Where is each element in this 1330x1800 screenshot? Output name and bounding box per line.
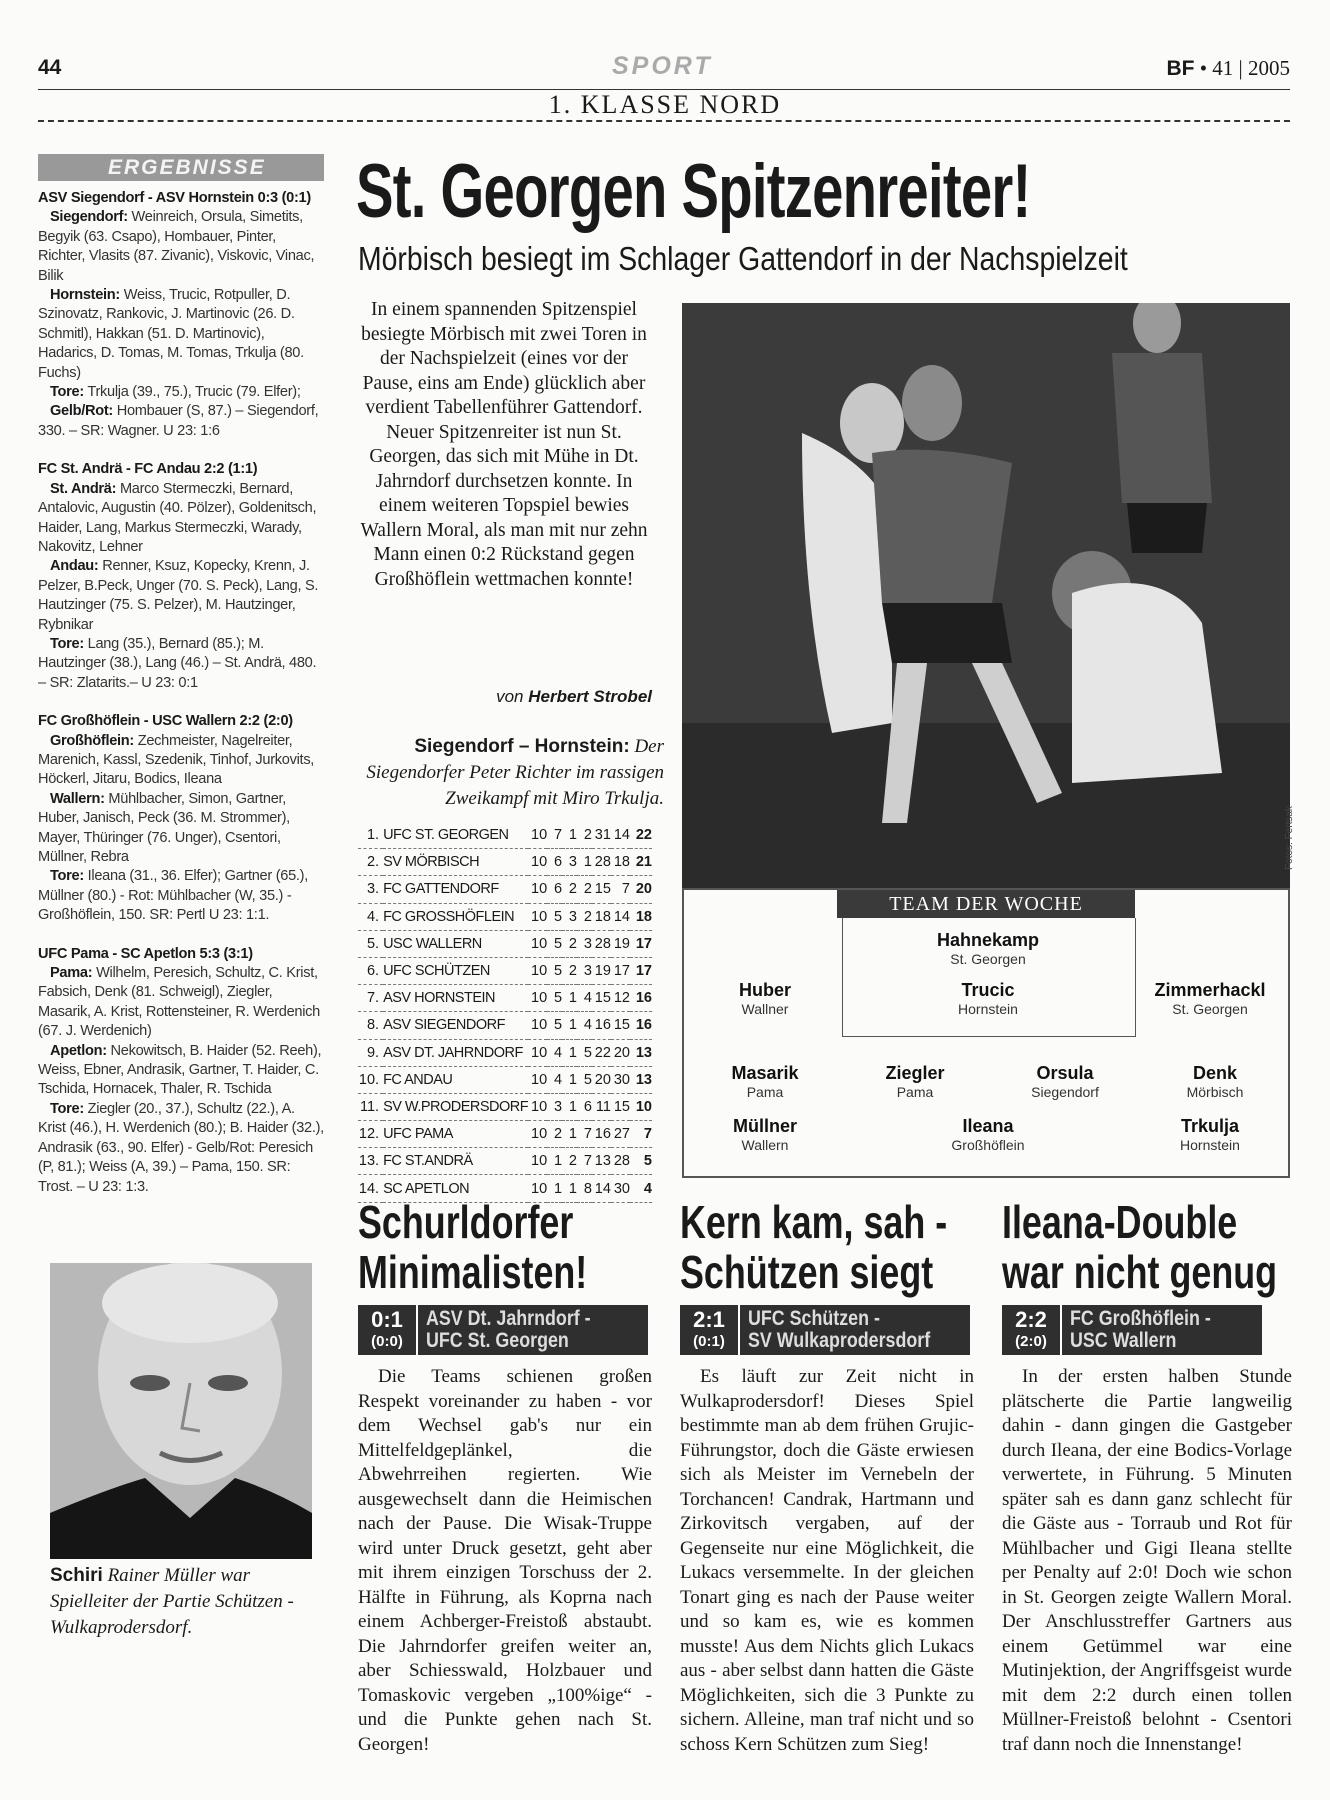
league-table-body (358, 822, 652, 1202)
team-player-name: Huber (738, 980, 791, 1000)
result-line-value: Trkulja (39., 75.), Trucic (79. Elfer); (87, 384, 301, 401)
table-cell-points: 13 (630, 1039, 652, 1066)
table-cell-points: 17 (630, 957, 652, 984)
table-cell-games: 10 (528, 876, 547, 903)
team-player-club: Großhöflein (951, 1137, 1025, 1153)
table-cell-rank: 12. (358, 1121, 383, 1148)
column-headline-line-2: war nicht genug (1002, 1246, 1278, 1298)
table-cell-wins: 1 (547, 1175, 562, 1202)
table-cell-goals-for: 11 (592, 1093, 611, 1120)
team-player-club: St. Georgen (1172, 1001, 1248, 1017)
table-cell-draws: 3 (562, 849, 577, 876)
team-player-club: Pama (896, 1084, 934, 1100)
result-line-value: Wilhelm, Peresich, Schultz, C. Krist, Fabsich, Denk (81. Schweigl), Ziegler, Masarik, A. Krist, Rottensteiner, R. Werdenich (67. J. Werdenich) (38, 965, 320, 1040)
result-line-value: Renner, Ksuz, Kopecky, Krenn, J. Pelzer, B.Peck, Unger (70. S. Peck), Lang, S. Hautzinger (75. S. Pelzer), M. Hautzinger, Rybnikar (38, 558, 319, 633)
table-cell-goals-for: 31 (592, 822, 611, 849)
table-cell-games: 10 (528, 903, 547, 930)
table-cell-draws: 2 (562, 1148, 577, 1175)
table-cell-team: FC GATTENDORF (383, 876, 528, 903)
table-cell-draws: 1 (562, 1121, 577, 1148)
table-cell-rank: 3. (358, 876, 383, 903)
table-cell-draws: 2 (562, 876, 577, 903)
team-player-club: Mörbisch (1186, 1084, 1244, 1100)
table-cell-goals-for: 15 (592, 985, 611, 1012)
table-cell-losses: 7 (577, 1148, 592, 1175)
result-line (38, 964, 324, 1042)
home-team: UFC Schützen - (748, 1307, 880, 1330)
lead-paragraph: In einem spannenden Spitzenspiel besiegte Mörbisch mit zwei Toren in der Nachspielzeit (eines vor der Pause, eins am Ende) glücklich aber verdient Tabellenführer Gattendorf. Neuer Spitzenreiter ist nun St. Georgen, das sich mit Mühe in Dt. Jahrndorf durchsetzen konnte. In einem weiteren Topspiel bewies Wallern Moral, als man mit nur zehn Mann einen 0:2 Rückstand gegen Großhöflein wettmachen konnte! (360, 299, 648, 590)
column-headline-line-2: Schützen siegt (680, 1246, 934, 1298)
table-row (358, 1039, 652, 1066)
football-duel-image-icon (682, 303, 1290, 888)
table-cell-losses: 4 (577, 985, 592, 1012)
team-player (1135, 980, 1285, 1017)
result-line (38, 286, 324, 383)
result-line-key: Andau: (50, 558, 99, 575)
table-row (358, 957, 652, 984)
team-player (690, 1116, 840, 1153)
referee-caption (50, 1563, 320, 1641)
table-cell-goals-against: 15 (611, 1012, 630, 1039)
table-cell-games: 10 (528, 822, 547, 849)
table-row (358, 876, 652, 903)
magazine-name: BF (1166, 57, 1195, 80)
result-line (38, 208, 324, 286)
score-box (1002, 1305, 1262, 1355)
table-cell-wins: 1 (547, 1148, 562, 1175)
referee-caption-label: Schiri (50, 1565, 103, 1586)
table-cell-goals-for: 13 (592, 1148, 611, 1175)
result-line-key: Hornstein: (50, 287, 120, 304)
table-cell-points: 17 (630, 930, 652, 957)
results-column (38, 154, 324, 1216)
table-cell-draws: 1 (562, 1012, 577, 1039)
home-team: FC Großhöflein - (1070, 1307, 1211, 1330)
result-title: ASV Siegendorf - ASV Hornstein 0:3 (0:1) (38, 190, 311, 206)
table-cell-wins: 5 (547, 903, 562, 930)
result-line (38, 383, 324, 402)
photo-caption-title: Siegendorf – Hornstein: (414, 736, 630, 757)
match-teams (1070, 1308, 1211, 1352)
table-cell-rank: 8. (358, 1012, 383, 1039)
team-player-club: Hornstein (1180, 1137, 1240, 1153)
result-line-value: Weinreich, Orsula, Simetits, Begyik (63. Csapo), Hombauer, Pinter, Richter, Vlasits (87. Zivanic), Viskovic, Vinac, Bilik (38, 209, 315, 284)
photo-caption (356, 734, 664, 812)
table-cell-wins: 5 (547, 957, 562, 984)
table-cell-goals-for: 20 (592, 1066, 611, 1093)
match-photo (682, 303, 1290, 888)
column-headline-line-1: Ileana-Double (1002, 1196, 1238, 1248)
result-title: UFC Pama - SC Apetlon 5:3 (3:1) (38, 945, 253, 962)
score-box (680, 1305, 970, 1355)
result-line-key: Tore: (50, 1100, 84, 1117)
team-player (690, 1063, 840, 1100)
table-cell-wins: 5 (547, 985, 562, 1012)
team-player-name: Ziegler (885, 1063, 945, 1083)
table-cell-rank: 9. (358, 1039, 383, 1066)
table-cell-team: UFC SCHÜTZEN (383, 957, 528, 984)
result-title: FC Großhöflein - USC Wallern 2:2 (2:0) (38, 713, 293, 730)
result-block (38, 945, 324, 1197)
score (680, 1305, 740, 1355)
result-line-value: Weiss, Trucic, Rotpuller, D. Szinovatz, Rankovic, J. Martinovic (26. D. Schmitl), Hakkan (51. D. Martinovic), Hadarics, D. Tomas, M. Tomas, Trkulja (80. Fuchs) (38, 287, 304, 381)
table-cell-rank: 2. (358, 849, 383, 876)
table-cell-goals-against: 27 (611, 1121, 630, 1148)
table-cell-points: 21 (630, 849, 652, 876)
table-cell-goals-against: 19 (611, 930, 630, 957)
table-cell-rank: 6. (358, 957, 383, 984)
main-subheadline: Mörbisch besiegt im Schlager Gattendorf in der Nachspielzeit (358, 240, 1128, 277)
table-cell-draws: 2 (562, 930, 577, 957)
team-player (840, 1063, 990, 1100)
result-line-key: Pama: (50, 965, 93, 982)
table-cell-games: 10 (528, 1093, 547, 1120)
result-line-value: Mühlbacher, Simon, Gartner, Huber, Janisch, Peck (36. M. Strommer), Mayer, Thüringer (76. Unger), Csentori, Müllner, Rebra (38, 790, 290, 865)
match-teams (426, 1308, 591, 1352)
table-row (358, 930, 652, 957)
result-line (38, 402, 324, 441)
table-row (358, 822, 652, 849)
table-cell-games: 10 (528, 1012, 547, 1039)
result-line (38, 732, 324, 790)
team-player (913, 1116, 1063, 1153)
column-headline-line-1: Schurldorfer (358, 1196, 574, 1248)
team-player (913, 980, 1063, 1017)
result-line-key: Tore: (50, 384, 84, 401)
result-line-value: Lang (35.), Bernard (85.); M. Hautzinger (38.), Lang (46.) – St. Andrä, 480. – SR: Zlatarits.– U 23: 0:1 (38, 635, 317, 691)
table-cell-points: 7 (630, 1121, 652, 1148)
final-score: 0:1 (371, 1307, 403, 1332)
table-row (358, 903, 652, 930)
table-cell-team: ASV HORNSTEIN (383, 985, 528, 1012)
table-cell-goals-against: 30 (611, 1175, 630, 1202)
column-headline (680, 1197, 947, 1297)
byline-author: Herbert Strobel (528, 687, 652, 706)
table-cell-goals-against: 30 (611, 1066, 630, 1093)
table-cell-team: SC APETLON (383, 1175, 528, 1202)
results-heading: ERGEBNISSE (38, 154, 324, 181)
table-cell-games: 10 (528, 849, 547, 876)
table-cell-losses: 5 (577, 1066, 592, 1093)
table-cell-games: 10 (528, 957, 547, 984)
column-text: Es läuft zur Zeit nicht in Wulkaprodersdorf! Dieses Spiel bestimmte man ab dem frühen Grujic-Führungstor, doch die Gäste erwiesen sich als Meister im Vernebeln der Torchancen! Candrak, Hartmann und Zirkovitsch vergaben, auf der Gegenseite nur eine Möglichkeit, die Lukacs versemmelte. In der gleichen Tonart ging es nach der Pause weiter und so kam es, wie es kommen musste! Aus dem Nichts glich Lukacs aus - aber selbst dann hatten die Gäste Möglichkeiten, sich die 3 Punkte zu sichern. Alleine, man traf nicht und so schoss Kern Schützen zum Sieg! (680, 1366, 974, 1755)
result-line-key: Apetlon: (50, 1042, 107, 1059)
table-cell-games: 10 (528, 1066, 547, 1093)
table-cell-goals-for: 19 (592, 957, 611, 984)
result-line-value: Ileana (31., 36. Elfer); Gartner (65.), Müllner (80.) - Rot: Mühlbacher (W, 35.) - Großhöflein, 150. SR: Pertl U 23: 1:1. (38, 868, 308, 924)
column-text: Die Teams schienen großen Respekt voreinander zu haben - vor dem Wechsel gab's nur ein Mittelfeldgeplänkel, die Abwehrreihen regierten. Wie ausgewechselt dann die Heimischen nach der Pause. Die Wisak-Truppe wird unter Druck gesetzt, geht aber mit ihrem einzigen Torschuss der 2. Hälfte in Führung, als Koprna nach einem Achberger-Freistoß abstaubt. Die Jahrndorfer greifen weiter an, aber Schiesswald, Holzbauer und Tomaskovic vergeben „100%ige“ - und die Punkte gehen nach St. Georgen! (358, 1366, 652, 1755)
team-player-name: Hahnekamp (936, 930, 1040, 950)
score (1002, 1305, 1062, 1355)
table-cell-goals-for: 14 (592, 1175, 611, 1202)
result-block (38, 712, 324, 925)
away-team: USC Wallern (1070, 1329, 1177, 1352)
result-line-key: Großhöflein: (50, 732, 134, 749)
table-cell-points: 13 (630, 1066, 652, 1093)
match-teams (748, 1308, 930, 1352)
team-player-name: Ileana (962, 1116, 1014, 1136)
table-row (358, 1066, 652, 1093)
team-player (913, 930, 1063, 967)
table-cell-goals-against: 12 (611, 985, 630, 1012)
table-cell-team: USC WALLERN (383, 930, 528, 957)
table-cell-draws: 1 (562, 1175, 577, 1202)
team-player-name: Masarik (731, 1063, 799, 1083)
table-cell-goals-against: 28 (611, 1148, 630, 1175)
table-cell-draws: 1 (562, 1093, 577, 1120)
home-team: ASV Dt. Jahrndorf - (426, 1307, 591, 1330)
result-line (38, 480, 324, 558)
score-box (358, 1305, 648, 1355)
result-line-value: Ziegler (20., 37.), Schultz (22.), A. Krist (46.), H. Werdenich (80.); B. Haider (32.), Andrasik (63., 90. Elfer) - Gelb/Rot: Peresich (P, 81.); Weiss (A, 39.) – Pama, 150. SR: Trost. – U 23: 1:3. (38, 1100, 324, 1195)
result-block (38, 460, 324, 693)
table-cell-losses: 5 (577, 1039, 592, 1066)
result-line (38, 790, 324, 868)
table-cell-team: UFC ST. GEORGEN (383, 822, 528, 849)
table-cell-wins: 6 (547, 876, 562, 903)
table-cell-wins: 4 (547, 1066, 562, 1093)
table-cell-draws: 1 (562, 822, 577, 849)
table-cell-team: ASV SIEGENDORF (383, 1012, 528, 1039)
table-cell-points: 4 (630, 1175, 652, 1202)
league-title: 1. KLASSE NORD (548, 90, 782, 119)
table-cell-losses: 6 (577, 1093, 592, 1120)
table-cell-losses: 2 (577, 876, 592, 903)
table-row (358, 985, 652, 1012)
table-cell-wins: 7 (547, 822, 562, 849)
table-cell-goals-against: 15 (611, 1093, 630, 1120)
table-cell-team: SV W.PRODERSDORF (383, 1093, 528, 1120)
away-team: UFC St. Georgen (426, 1329, 569, 1352)
table-cell-points: 18 (630, 903, 652, 930)
result-line (38, 1042, 324, 1100)
table-cell-team: FC ANDAU (383, 1066, 528, 1093)
table-cell-wins: 6 (547, 849, 562, 876)
team-player (1135, 1116, 1285, 1153)
table-cell-losses: 2 (577, 903, 592, 930)
result-line-key: Wallern: (50, 790, 105, 807)
table-cell-draws: 1 (562, 1066, 577, 1093)
table-cell-losses: 8 (577, 1175, 592, 1202)
team-player-club: Hornstein (958, 1001, 1018, 1017)
table-cell-points: 16 (630, 1012, 652, 1039)
issue-number: • 41 | 2005 (1199, 56, 1290, 80)
table-cell-draws: 1 (562, 1039, 577, 1066)
result-line (38, 635, 324, 693)
byline-prefix: von (496, 687, 524, 706)
table-cell-goals-for: 28 (592, 849, 611, 876)
table-cell-draws: 1 (562, 985, 577, 1012)
table-cell-draws: 3 (562, 903, 577, 930)
table-cell-goals-against: 18 (611, 849, 630, 876)
table-cell-wins: 3 (547, 1093, 562, 1120)
column-headline (1002, 1197, 1277, 1297)
team-player-name: Orsula (1036, 1063, 1094, 1083)
table-cell-goals-for: 18 (592, 903, 611, 930)
table-cell-losses: 7 (577, 1121, 592, 1148)
result-line-value: Nekowitsch, B. Haider (52. Reeh), Weiss, Ebner, Andrasik, Gartner, T. Haider, C. Tschida, Hornacek, Thaler, R. Tschida (38, 1042, 322, 1098)
table-cell-team: FC GROSSHÖFLEIN (383, 903, 528, 930)
issue-info (1166, 56, 1290, 81)
table-cell-goals-for: 28 (592, 930, 611, 957)
team-player-name: Trkulja (1180, 1116, 1240, 1136)
result-line-key: St. Andrä: (50, 480, 117, 497)
table-row (358, 1012, 652, 1039)
away-team: SV Wulkaprodersdorf (748, 1329, 931, 1352)
result-line-value: Marco Stermeczki, Bernard, Antalovic, Augustin (40. Pölzer), Goldenitsch, Haider, Lang, Markus Stermeczki, Warady, Nakovitz, Lehner (38, 480, 317, 555)
table-cell-points: 22 (630, 822, 652, 849)
referee-photo (50, 1263, 312, 1559)
team-player-club: Pama (746, 1084, 784, 1100)
column-headline-line-1: Kern kam, sah - (680, 1196, 948, 1248)
column-headline (358, 1197, 587, 1297)
result-line (38, 867, 324, 925)
referee-caption-text: Rainer Müller war Spielleiter der Partie Schützen - Wulkaprodersdorf. (50, 1565, 294, 1638)
table-cell-rank: 10. (358, 1066, 383, 1093)
table-cell-games: 10 (528, 985, 547, 1012)
table-cell-draws: 2 (562, 957, 577, 984)
result-line-key: Siegendorf: (50, 209, 128, 226)
half-time-score: (0:0) (371, 1333, 403, 1350)
team-player (1140, 1063, 1290, 1100)
half-time-score: (0:1) (693, 1333, 725, 1350)
table-cell-wins: 4 (547, 1039, 562, 1066)
table-cell-rank: 5. (358, 930, 383, 957)
result-line (38, 557, 324, 635)
table-cell-losses: 4 (577, 1012, 592, 1039)
table-cell-wins: 5 (547, 1012, 562, 1039)
result-line-key: Gelb/Rot: (50, 403, 113, 420)
result-line-key: Tore: (50, 635, 84, 652)
header-dashed-rule (38, 120, 1290, 122)
section-label: SPORT (612, 52, 713, 80)
team-player (990, 1063, 1140, 1100)
table-cell-goals-against: 14 (611, 903, 630, 930)
table-row (358, 1093, 652, 1120)
referee-portrait-icon (50, 1263, 312, 1559)
league-table (358, 822, 652, 1203)
table-cell-goals-against: 7 (611, 876, 630, 903)
table-row (358, 1148, 652, 1175)
result-block (38, 189, 324, 441)
result-line-value: Zechmeister, Nagelreiter, Marenich, Kassl, Szedenik, Tinhof, Jurkovits, Höckerl, Jitaru, Bodics, Ileana (38, 732, 315, 788)
table-cell-points: 20 (630, 876, 652, 903)
table-cell-rank: 7. (358, 985, 383, 1012)
team-player-name: Trucic (961, 980, 1015, 1000)
table-cell-team: ASV DT. JAHRNDORF (383, 1039, 528, 1066)
results-list (38, 189, 324, 1197)
photo-caption-text: Der Siegendorfer Peter Richter im rassigen Zweikampf mit Miro Trkulja. (366, 736, 664, 809)
main-headline: St. Georgen Spitzenreiter! (356, 149, 1031, 234)
team-player-club: Wallern (741, 1137, 789, 1153)
table-cell-goals-for: 15 (592, 876, 611, 903)
result-line (38, 1100, 324, 1197)
column-text: In der ersten halben Stunde plätscherte die Partie langweilig dahin - dann gingen die Gastgeber durch Ileana, der eine Bodics-Vorlage verwertete, in Führung. 5 Minuten später sah es dann ganz schlecht für die Gäste aus - Torraub und Rot für Mühlbacher und Gigi Ileana stellte per Penalty auf 2:0! Doch wie schon in St. Georgen zeigte Wallern Moral. Der Anschlusstreffer Gartners aus einem Getümmel war eine Mutinjektion, der Angriffsgeist wurde mit dem 2:2 durch einen tollen Müllner-Freistoß belohnt - Csentori traf dann noch die Innenstange! (1002, 1366, 1292, 1755)
table-cell-rank: 14. (358, 1175, 383, 1202)
table-cell-rank: 11. (358, 1093, 383, 1120)
table-cell-goals-for: 22 (592, 1039, 611, 1066)
table-cell-games: 10 (528, 1121, 547, 1148)
result-line-value: Hombauer (S, 87.) – Siegendorf, 330. – SR: Wagner. U 23: 1:6 (38, 403, 319, 439)
final-score: 2:1 (693, 1307, 725, 1332)
team-player-name: Denk (1192, 1063, 1237, 1083)
table-cell-losses: 2 (577, 822, 592, 849)
table-row (358, 1121, 652, 1148)
table-cell-games: 10 (528, 1175, 547, 1202)
column-headline-line-2: Minimalisten! (358, 1246, 588, 1298)
photo-credit: Fotos: Fertsak (1284, 806, 1295, 870)
table-cell-losses: 1 (577, 849, 592, 876)
byline (356, 687, 652, 707)
table-cell-team: FC ST.ANDRÄ (383, 1148, 528, 1175)
team-player-club: Wallner (741, 1001, 789, 1017)
team-of-week-title: TEAM DER WOCHE (837, 890, 1135, 918)
table-cell-goals-against: 14 (611, 822, 630, 849)
table-cell-rank: 13. (358, 1148, 383, 1175)
table-cell-wins: 5 (547, 930, 562, 957)
table-cell-points: 5 (630, 1148, 652, 1175)
table-cell-games: 10 (528, 1148, 547, 1175)
team-player-club: Siegendorf (1031, 1084, 1099, 1100)
table-cell-points: 16 (630, 985, 652, 1012)
page-number: 44 (38, 56, 62, 79)
table-cell-goals-for: 16 (592, 1012, 611, 1039)
result-title: FC St. Andrä - FC Andau 2:2 (1:1) (38, 461, 258, 478)
table-cell-games: 10 (528, 1039, 547, 1066)
result-line-key: Tore: (50, 868, 84, 885)
half-time-score: (2:0) (1015, 1333, 1047, 1350)
table-cell-losses: 3 (577, 957, 592, 984)
team-player-name: Zimmerhackl (1154, 980, 1266, 1000)
table-cell-losses: 3 (577, 930, 592, 957)
team-player (690, 980, 840, 1017)
table-cell-goals-against: 20 (611, 1039, 630, 1066)
final-score: 2:2 (1015, 1307, 1047, 1332)
team-player-name: Müllner (732, 1116, 797, 1136)
table-cell-goals-for: 16 (592, 1121, 611, 1148)
table-row (358, 849, 652, 876)
table-cell-games: 10 (528, 930, 547, 957)
team-player-club: St. Georgen (950, 951, 1026, 967)
table-cell-team: SV MÖRBISCH (383, 849, 528, 876)
score (358, 1305, 418, 1355)
table-cell-rank: 1. (358, 822, 383, 849)
table-cell-goals-against: 17 (611, 957, 630, 984)
table-cell-team: UFC PAMA (383, 1121, 528, 1148)
table-cell-wins: 2 (547, 1121, 562, 1148)
table-cell-points: 10 (630, 1093, 652, 1120)
table-cell-rank: 4. (358, 903, 383, 930)
